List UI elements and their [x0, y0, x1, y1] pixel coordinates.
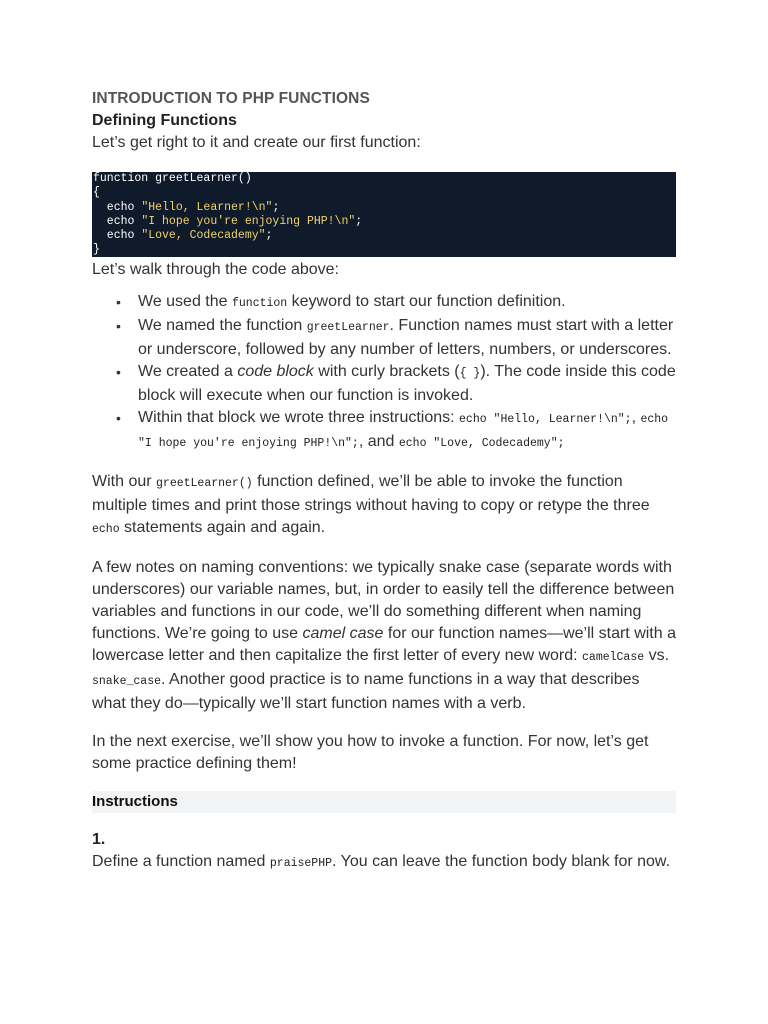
paragraph-naming: A few notes on naming conventions: we typically snake case (separate words with underscores) our variable names, but, in order to easily tell the difference between variables and functions in our code, we’ll do something different when naming functions. We’re going to use camel case for our function names—we’ll start with a lowercase letter and then capitalize the first letter of every new word: camelCase vs. snake_case. Another good practice is to name functions in a way that describes what they do—typically we’ll start function names with a verb.: [92, 559, 676, 712]
code-line: {: [93, 186, 100, 200]
document-page: [92, 88, 676, 875]
step-text: Define a function named praisePHP. You can leave the function body blank for now.: [92, 853, 671, 870]
code-line: echo "I hope you're enjoying PHP!\n";: [93, 214, 363, 228]
code-line: }: [93, 243, 100, 257]
list-item: • Within that block we wrote three instructions: echo "Hello, Learner!\n";, echo "I hope you're enjoying PHP!\n";, and echo "Love, Codecademy";: [138, 407, 676, 455]
code-block: [92, 172, 676, 257]
intro-text: Let’s get right to it and create our first function:: [92, 134, 421, 151]
paragraph-next: In the next exercise, we’ll show you how to invoke a function. For now, let’s get some practice defining them!: [92, 733, 649, 772]
instructions-header: Instructions: [92, 791, 676, 813]
list-item: • We named the function greetLearner. Function names must start with a letter or underscore, followed by any number of letters, numbers, or underscores.: [138, 315, 676, 361]
section-subtitle: Defining Functions: [92, 112, 237, 129]
page-title: INTRODUCTION TO PHP FUNCTIONS: [92, 90, 370, 107]
code-line: echo "Hello, Learner!\n";: [93, 200, 280, 214]
code-line: echo "Love, Codecademy";: [93, 229, 273, 243]
code-line: function greetLearner(): [93, 172, 252, 185]
list-item: • We used the function keyword to start our function definition.: [138, 291, 676, 315]
paragraph-invoke: With our greetLearner() function defined, we’ll be able to invoke the function multiple times and print those strings without having to copy or retype the three echo statements again and again.: [92, 473, 650, 536]
list-item: • We created a code block with curly brackets ({ }). The code inside this code block will execute when our function is invoked.: [138, 361, 676, 407]
walkthrough-text: Let’s walk through the code above:: [92, 261, 339, 278]
step-number: 1.: [92, 831, 106, 848]
explanation-list: [92, 291, 676, 455]
